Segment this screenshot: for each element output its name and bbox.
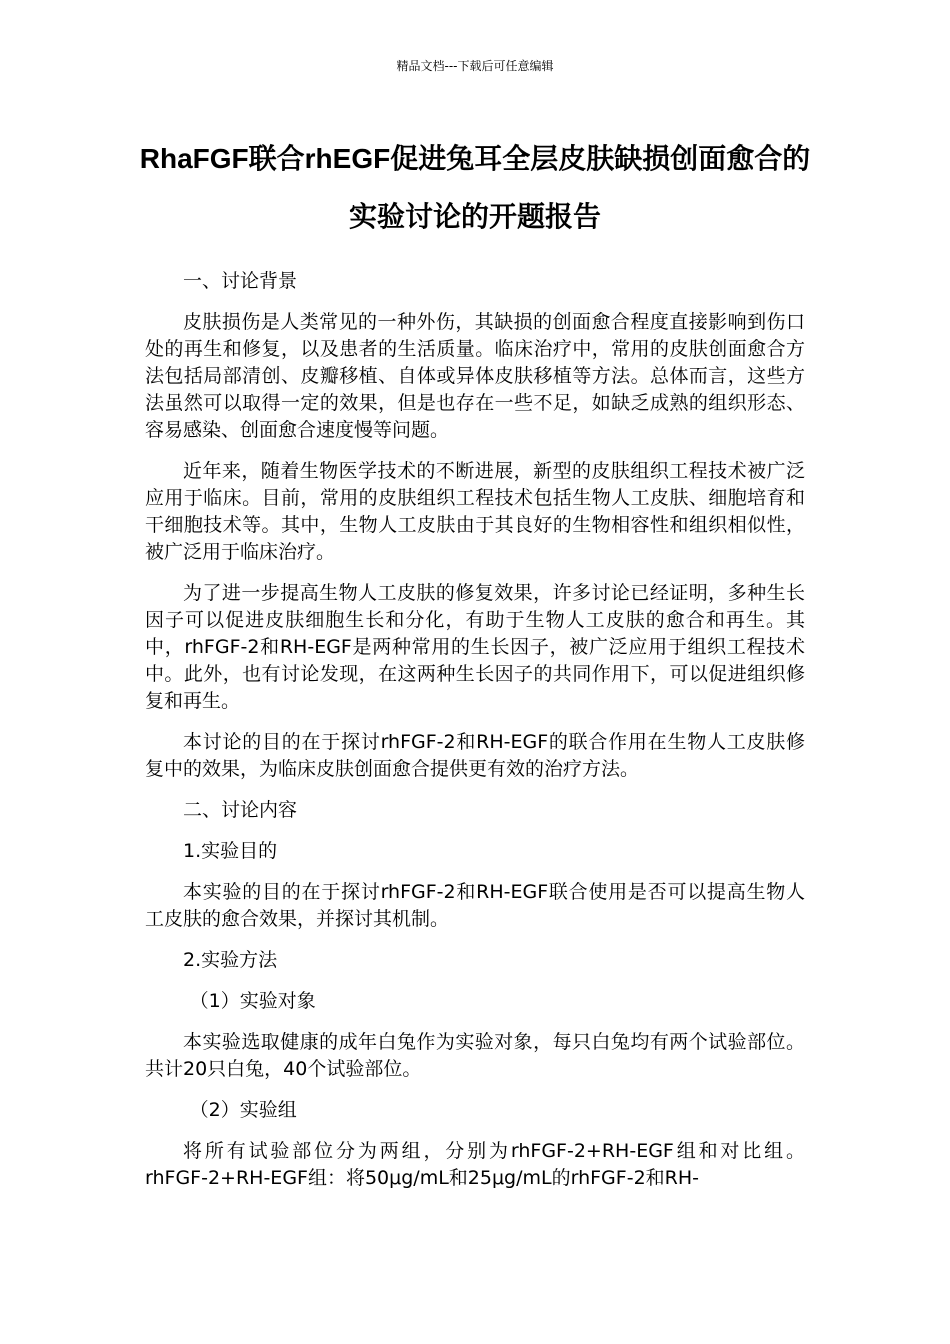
subheading-experiment-method: 2.实验方法 — [183, 949, 278, 971]
paragraph: 将所有试验部位分为两组，分别为rhFGF-2+RH-EGF组和对比组。rhFGF-2+RH-EGF组：将50μg/mL和25μg/mL的rhFGF-2和RH- — [145, 1140, 805, 1189]
document-title: RhaFGF联合rhEGF促进兔耳全层皮肤缺损创面愈合的实验讨论的开题报告 — [139, 143, 811, 232]
section-heading-background: 一、讨论背景 — [183, 270, 298, 292]
document-body — [145, 268, 805, 1206]
paragraph: 近年来，随着生物医学技术的不断进展，新型的皮肤组织工程技术被广泛应用于临床。目前，常用的皮肤组织工程技术包括生物人工皮肤、细胞培育和干细胞技术等。其中，生物人工皮肤由于其良好的生物相容性和组织相似性，被广泛用于临床治疗。 — [145, 460, 805, 563]
paragraph: 本实验的目的在于探讨rhFGF-2和RH-EGF联合使用是否可以提高生物人工皮肤的愈合效果，并探讨其机制。 — [145, 881, 805, 930]
subheading-experiment-groups: （2）实验组 — [189, 1099, 297, 1121]
paragraph: 皮肤损伤是人类常见的一种外伤，其缺损的创面愈合程度直接影响到伤口处的再生和修复，以及患者的生活质量。临床治疗中，常用的皮肤创面愈合方法包括局部清创、皮瓣移植、自体或异体皮肤移植等方法。总体而言，这些方法虽然可以取得一定的效果，但是也存在一些不足，如缺乏成熟的组织形态、容易感染、创面愈合速度慢等问题。 — [145, 311, 805, 441]
section-heading-content: 二、讨论内容 — [183, 799, 298, 821]
paragraph: 本讨论的目的在于探讨rhFGF-2和RH-EGF的联合作用在生物人工皮肤修复中的效果，为临床皮肤创面愈合提供更有效的治疗方法。 — [145, 731, 805, 780]
subheading-experiment-subjects: （1）实验对象 — [189, 990, 316, 1012]
paragraph: 本实验选取健康的成年白兔作为实验对象，每只白兔均有两个试验部位。共计20只白兔，40个试验部位。 — [145, 1031, 805, 1080]
subheading-experiment-purpose: 1.实验目的 — [183, 840, 278, 862]
page-header-note: 精品文档---下载后可任意编辑 — [396, 59, 554, 73]
paragraph: 为了进一步提高生物人工皮肤的修复效果，许多讨论已经证明，多种生长因子可以促进皮肤细胞生长和分化，有助于生物人工皮肤的愈合和再生。其中，rhFGF-2和RH-EGF是两种常用的生长因子，被广泛应用于组织工程技术中。此外，也有讨论发现，在这两种生长因子的共同作用下，可以促进组织修复和再生。 — [145, 582, 805, 712]
